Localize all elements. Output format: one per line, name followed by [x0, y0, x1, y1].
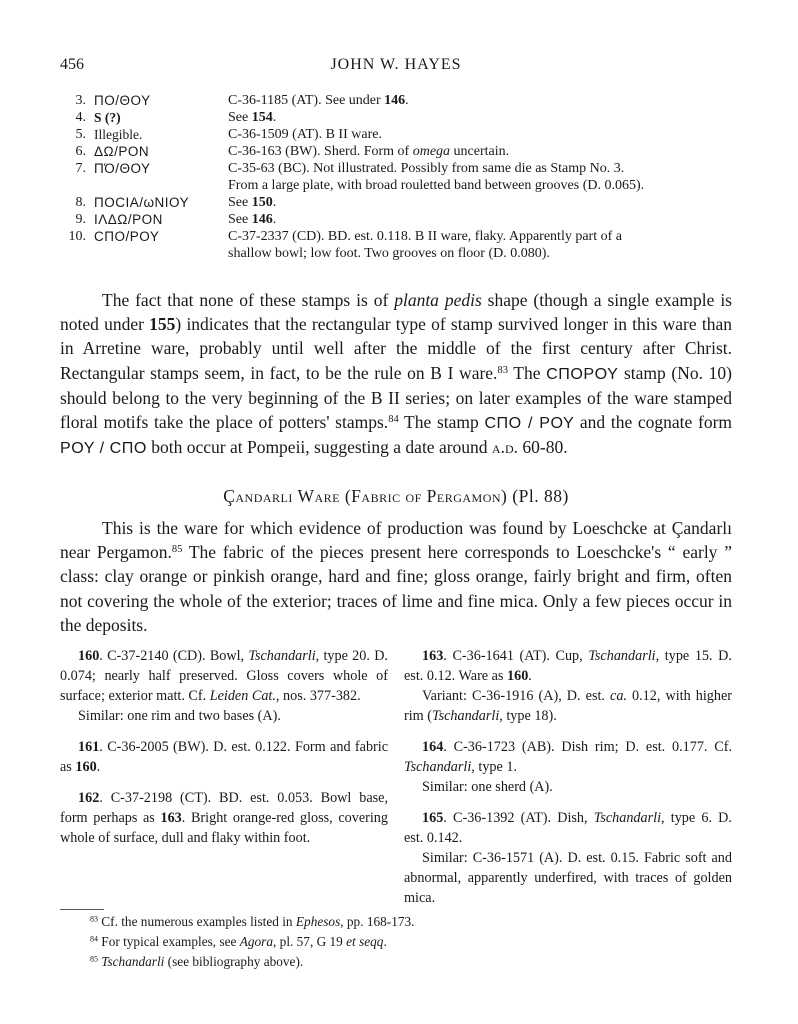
running-header — [60, 56, 732, 80]
stamp-row — [60, 160, 740, 194]
stamp-description: See 150. — [228, 195, 277, 210]
stamp-label: ΠΟCΙΑ/ωΝΙΟΥ — [94, 195, 190, 210]
footnote: $^{85}$ Tschandarli (see bibliography above). — [90, 954, 304, 969]
stamp-number: 4. — [75, 110, 86, 125]
footnotes — [60, 912, 740, 972]
page-number: 456 — [60, 56, 84, 73]
running-title: JOHN W. HAYES — [330, 56, 462, 73]
catalogue-entry: 161. C-36-2005 (BW). D. est. 0.122. Form and fabric as 160. — [60, 739, 388, 775]
footnote-divider — [60, 909, 104, 910]
stamp-row — [60, 109, 740, 126]
stamp-row — [60, 194, 740, 211]
catalogue-entry: 162. C-37-2198 (CT). BD. est. 0.053. Bowl base, form perhaps as 163. Bright orange-red gloss, covering whole of surface, dull and flaky within foot. — [60, 790, 388, 846]
stamp-row — [60, 92, 740, 109]
stamp-number: 6. — [75, 144, 86, 159]
body-paragraph: This is the ware for which evidence of production was found by Loeschcke at Çandarlı near Pergamon.$^{85}$ The fabric of the pieces present here corresponds to Loeschcke's “ early ” class: clay orange or pinkish orange, hard and fine; gloss orange, fairly bright and firm, often not covering the whole of the exterior; traces of lime and fine mica. Only a few pieces occur in the deposits. — [60, 518, 732, 635]
stamp-number: 5. — [75, 127, 86, 142]
stamp-label: Illegible. — [94, 127, 143, 142]
stamp-number: 8. — [75, 195, 86, 210]
plate-reference: (Pl. 88) — [512, 486, 569, 506]
catalogue-column-left — [60, 646, 388, 859]
stamp-number: 7. — [75, 161, 86, 176]
stamp-description: C-36-1509 (AT). B II ware. — [228, 127, 382, 142]
catalogue-entry: 164. C-36-1723 (AB). Dish rim; D. est. 0.177. Cf. Tschandarli, type 1. Similar: one sherd (A). — [404, 739, 732, 795]
stamp-description: C-37-2337 (CD). BD. est. 0.118. B II ware, flaky. Apparently part of a shallow bowl; low foot. Two grooves on floor (D. 0.080). — [228, 229, 622, 261]
stamp-row — [60, 126, 740, 143]
section-heading — [60, 486, 732, 507]
body-paragraph: The fact that none of these stamps is of planta pedis shape (though a single example is noted under 155) indicates that the rectangular type of stamp survived longer in this ware than in Arretine ware, probably until well after the middle of the first century after Christ. Rectangular stamps seem, in fact, to be the rule on B I ware.$^{83}$ The CΠΟΡΟΥ stamp (No. 10) should belong to the very beginning of the B II series; on later examples of the ware stamped floral motifs take the place of potters' stamps.$^{84}$ The stamp CΠΟ / ΡΟΥ and the cognate form ΡΟΥ / CΠΟ both occur at Pompeii, suggesting a date around a.d. 60-80. — [60, 290, 733, 458]
catalogue-entry: 163. C-36-1641 (AT). Cup, Tschandarli, type 15. D. est. 0.12. Ware as 160. Variant: C-36-1916 (A), D. est. ca. 0.12, with higher rim (Tschandarli, type 18). — [404, 648, 733, 724]
stamp-row — [60, 143, 740, 160]
stamp-label: S (?) — [94, 110, 121, 125]
stamp-number: 9. — [75, 212, 86, 227]
section-title: Çandarli Ware (Fabric of Pergamon) — [223, 486, 508, 506]
footnote-ref: 83 — [497, 364, 508, 376]
stamp-label: ΠΟ/ΘΟΥ — [94, 93, 151, 108]
stamp-description: See 146. — [228, 212, 277, 227]
stamp-number: 10. — [68, 229, 86, 244]
stamp-label: ΙΛΔΩ/ΡΟΝ — [94, 212, 163, 227]
footnote-ref: 85 — [171, 544, 183, 556]
stamp-row — [60, 211, 740, 228]
stamp-description: C-36-1185 (AT). See under 146. — [228, 93, 409, 108]
catalogue-column-right — [404, 646, 732, 919]
stamp-list — [60, 92, 740, 262]
stamp-description: C-35-63 (BC). Not illustrated. Possibly from same die as Stamp No. 3. From a large plate, with broad rouletted band between grooves (D. 0.065). — [228, 161, 645, 193]
stamp-label: ΠΌ/ΘΟΥ — [94, 161, 151, 176]
stamp-label: CΠΟ/ΡΟΥ — [94, 229, 160, 244]
footnote: $^{83}$ Cf. the numerous examples listed in Ephesos, pp. 168-173. — [90, 914, 415, 929]
catalogue-entry: 160. C-37-2140 (CD). Bowl, Tschandarli, type 20. D. 0.074; nearly half preserved. Gloss covers whole of surface; exterior matt. Cf. Leiden Cat., nos. 377-382. Similar: one rim and two bases (A). — [60, 648, 388, 724]
stamp-number: 3. — [75, 93, 86, 108]
stamp-description: See 154. — [228, 110, 277, 125]
footnote: $^{84}$ For typical examples, see Agora, pl. 57, G 19 et seqq. — [90, 934, 387, 949]
stamp-label: ΔΩ/ΡΟΝ — [94, 144, 150, 159]
stamp-row — [60, 228, 740, 262]
footnote-ref: 84 — [388, 414, 399, 426]
catalogue-entry: 165. C-36-1392 (AT). Dish, Tschandarli, type 6. D. est. 0.142. Similar: C-36-1571 (A). D. est. 0.15. Fabric soft and abnormal, apparently underfired, with traces of golden mica. — [404, 810, 732, 906]
stamp-description: C-36-163 (BW). Sherd. Form of omega uncertain. — [228, 144, 510, 159]
